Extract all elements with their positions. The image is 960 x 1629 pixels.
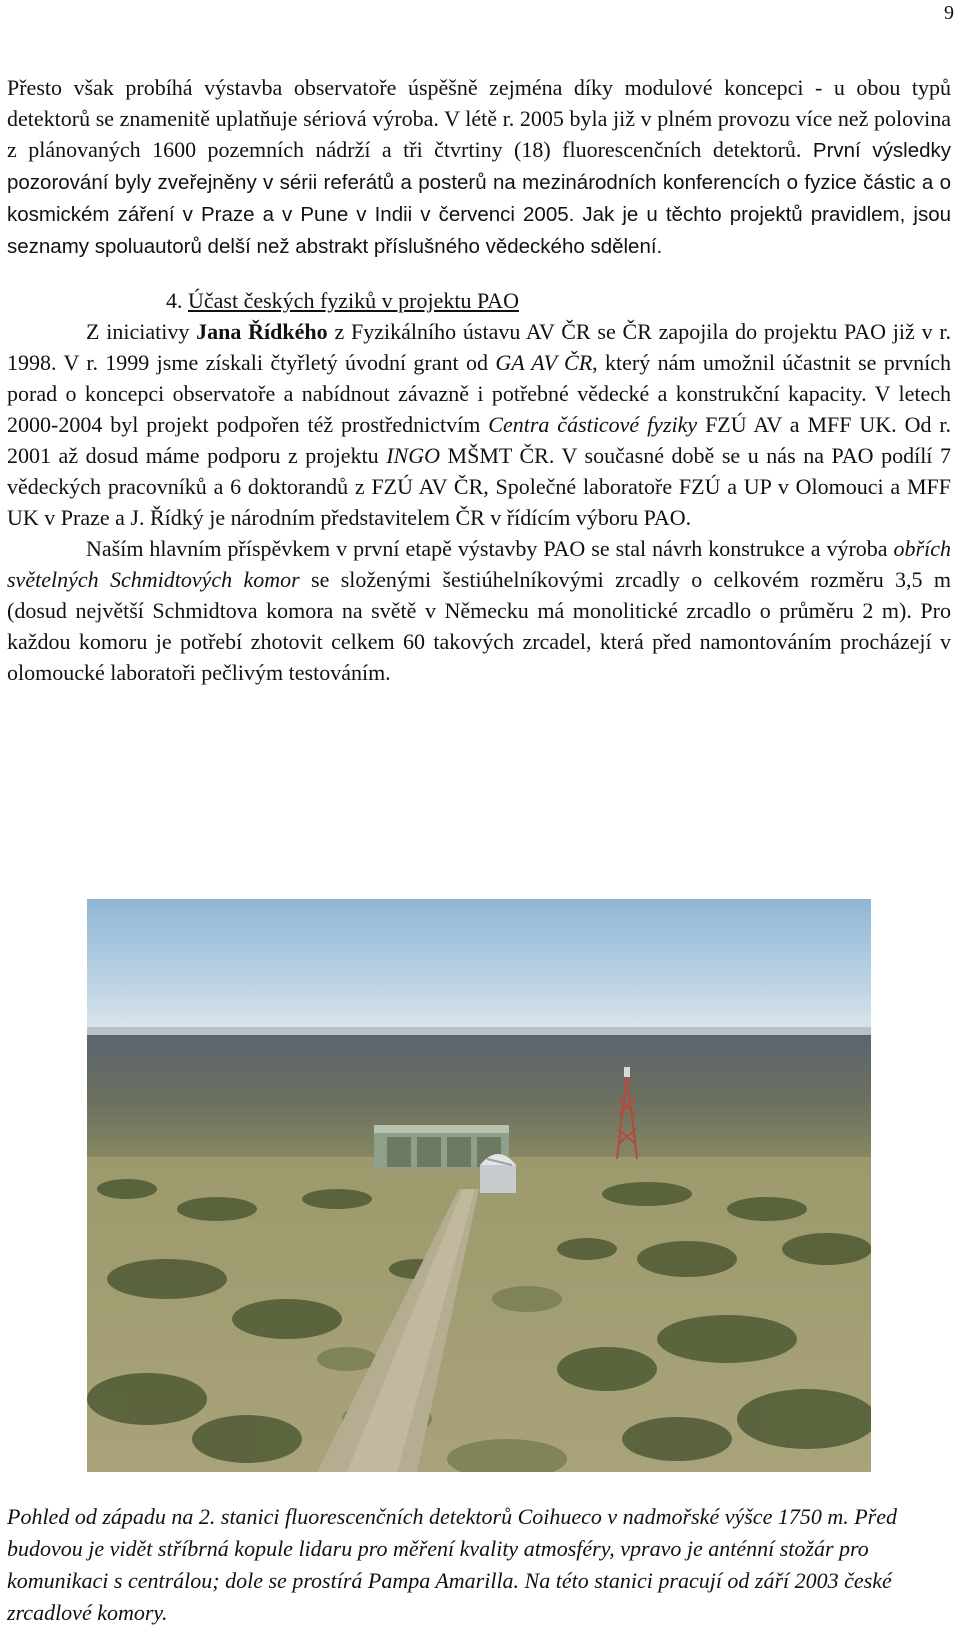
text-run: FZÚ AV a MFF UK. Od r. 2001 až dosud máme podporu z projektu [7, 412, 952, 468]
grant-agency: GA AV ČR [495, 350, 593, 375]
text-run: MŠMT ČR. V současné době se u nás na PAO podílí 7 vědeckých pracovníků a 6 doktorandů z FZÚ AV ČR, Společné laboratoře FZÚ a UP v Olomouci a MFF UK v Praze a J. Řídký je národním představitelem ČR v řídícím výboru PAO. [7, 443, 951, 530]
section-heading [7, 285, 951, 316]
figure-caption: Pohled od západu na 2. stanici fluorescenčních detektorů Coihueco v nadmořské výšce 1750 m. Před budovou je vidět stříbrná kopule lidaru pro měření kvality atmosféry, vpravo je anténní stožár pro komunikaci s centrálou; dole se prostírá Pampa Amarilla. Na této stanici pracují od září 2003 české zrcadlové komory. [7, 1504, 897, 1625]
schmidt-cameras: obřích světelných Schmidtových komor [7, 536, 951, 592]
page-number: 9 [944, 2, 954, 24]
text-run: , který nám umožnil účastnit se prvních porad o koncepci observatoře a nabídnout závazně i potřebné vědecké a konstrukční kapacity. V letech 2000-2004 byl projekt podpořen též prostřednictvím [7, 350, 951, 437]
text-run: se složenými šestiúhelníkovými zrcadly o celkovém rozměru 3,5 m (dosud největší Schmidtova komora na světě v Německu má monolitické zrcadlo o průměru 2 m). Pro každou komoru je potřebí zhotovit celkem 60 takových zrcadel, která před namontováním procházejí v olomoucké laboratoři pečlivým testováním. [7, 567, 951, 685]
section-number: 4. [166, 288, 183, 313]
paragraph-intro-results: První výsledky pozorování byly zveřejněny v sérii referátů a posterů na mezinárodních konferencích o fyzice částic a o kosmickém záření v Praze a v Pune v Indii v červenci 2005. Jak je u těchto projektů pravidlem, jsou seznamy spoluautorů delší než abstrakt příslušného vědeckého sdělení. [7, 139, 951, 258]
paragraph-intro [7, 72, 951, 262]
paragraph-czech-participation [7, 316, 951, 533]
text-run: Naším hlavním příspěvkem v první etapě výstavby PAO se stal návrh konstrukce a výroba [86, 536, 894, 561]
station-photo [87, 899, 871, 1472]
project-name: INGO [386, 443, 440, 468]
text-run: z Fyzikálního ústavu AV ČR se ČR zapojila do projektu PAO již v r. 1998. V r. 1999 jsme získali čtyřletý úvodní grant od [7, 319, 951, 375]
text-run: Z iniciativy [86, 319, 197, 344]
paragraph-contribution [7, 533, 951, 688]
section-title: Účast českých fyziků v projektu PAO [188, 288, 519, 313]
center-name: Centra částicové fyziky [488, 412, 698, 437]
paragraph-intro-text: Přesto však probíhá výstavba observatoře úspěšně zejména díky modulové koncepci - u obou typů detektorů se znamenitě uplatňuje sériová výroba. V létě r. 2005 byla již v plném provozu více než polovina z plánovaných 1600 pozemních nádrží a tři čtvrtiny (18) fluorescenčních detektorů. [7, 75, 951, 162]
person-name: Jana Řídkého [196, 319, 328, 344]
document-body [7, 72, 951, 688]
